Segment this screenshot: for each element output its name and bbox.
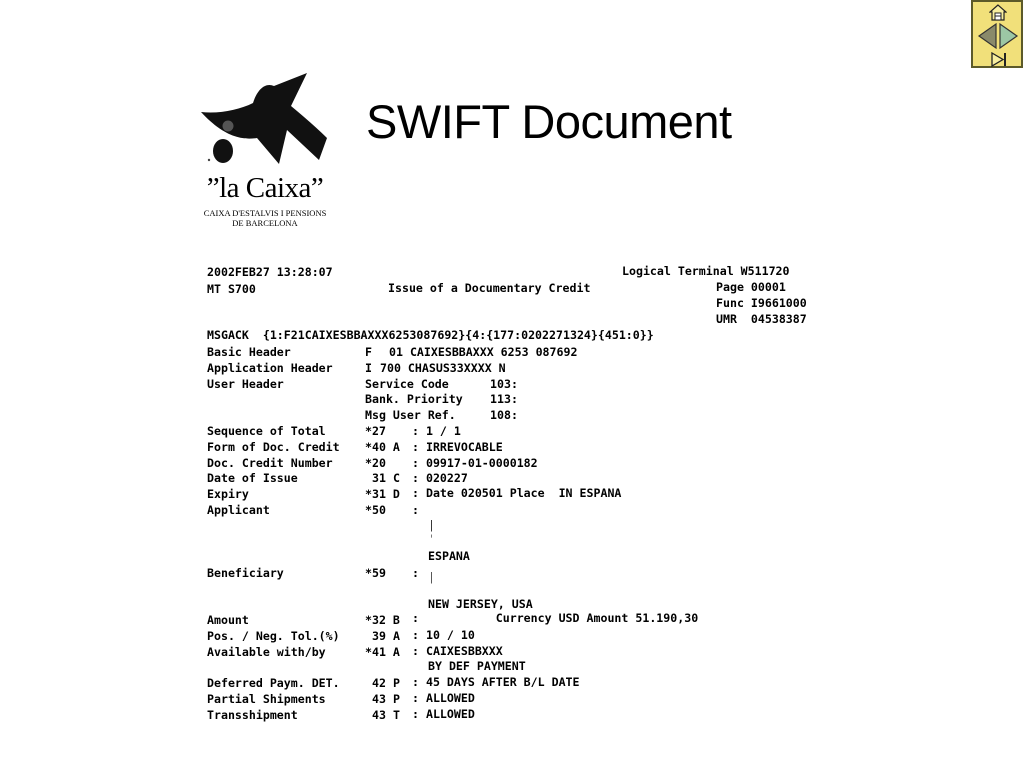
brand-subtitle-line1: CAIXA D'ESTALVIS I PENSIONS <box>203 208 327 218</box>
brand-subtitle-line2: DE BARCELONA <box>232 218 298 228</box>
row-label: Amount <box>207 613 249 627</box>
next-icon[interactable] <box>1000 24 1017 48</box>
logical-terminal: Logical Terminal W511720 <box>622 264 790 278</box>
row-label: Pos. / Neg. Tol.(%) <box>207 629 340 643</box>
row-label: Application Header <box>207 361 333 375</box>
row-tag: Bank. Priority <box>365 392 463 406</box>
row-tag: 43 P <box>372 692 400 706</box>
row-tag: 39 A <box>372 629 400 643</box>
row-label: Beneficiary <box>207 566 284 580</box>
redacted-fragment: ' <box>428 532 435 546</box>
row-value: : 020227 <box>412 471 468 485</box>
row-tag: F <box>365 345 372 359</box>
row-tag: *32 B <box>365 613 400 627</box>
row-label: Date of Issue <box>207 471 298 485</box>
row-label: User Header <box>207 377 284 391</box>
home-icon[interactable] <box>989 4 1007 21</box>
message-datetime: 2002FEB27 13:28:07 <box>207 265 333 279</box>
row-value: : 1 / 1 <box>412 424 461 438</box>
row-value: : 09917-01-0000182 <box>412 456 538 470</box>
row-value: BY DEF PAYMENT <box>428 659 526 673</box>
row-label: Sequence of Total <box>207 424 326 438</box>
row-label: Available with/by <box>207 645 326 659</box>
row-tag: *31 D <box>365 487 400 501</box>
row-value: : 45 DAYS AFTER B/L DATE <box>412 675 580 689</box>
row-value: : IRREVOCABLE <box>412 440 503 454</box>
slide-navigation <box>971 0 1023 68</box>
row-label: Form of Doc. Credit <box>207 440 340 454</box>
brand-subtitle <box>198 208 332 228</box>
row-value: : ALLOWED <box>412 691 475 705</box>
message-type: MT S700 <box>207 282 256 296</box>
row-tag: *27 <box>365 424 386 438</box>
row-tag: 42 P <box>372 676 400 690</box>
row-value: : <box>412 566 419 580</box>
row-label: Doc. Credit Number <box>207 456 333 470</box>
row-value: : Currency USD Amount 51.190,30 <box>412 611 699 625</box>
row-value: 01 CAIXESBBAXXX 6253 087692 <box>389 345 578 359</box>
row-value: ESPANA <box>428 549 470 563</box>
row-value: 113: <box>490 392 518 406</box>
row-tag: 31 C <box>372 471 400 485</box>
end-icon[interactable] <box>990 52 1008 67</box>
row-tag: Msg User Ref. <box>365 408 456 422</box>
msgack-line: MSGACK {1:F21CAIXESBBAXXX6253087692}{4:{177:0202271324}{451:0}} <box>207 328 654 342</box>
row-value: 108: <box>490 408 518 422</box>
brand-name: ”la Caixa” <box>206 172 324 204</box>
row-label: Applicant <box>207 503 270 517</box>
row-value: : ALLOWED <box>412 707 475 721</box>
row-label: Partial Shipments <box>207 692 326 706</box>
page-title: SWIFT Document <box>366 95 732 148</box>
row-value: 103: <box>490 377 518 391</box>
row-value: : Date 020501 Place IN ESPANA <box>412 486 622 500</box>
row-tag: *50 <box>365 503 386 517</box>
row-value: : CAIXESBBXXX <box>412 644 503 658</box>
row-tag: *41 A <box>365 645 400 659</box>
redacted-fragment: | <box>428 518 435 532</box>
row-label: Transshipment <box>207 708 298 722</box>
message-description: Issue of a Documentary Credit <box>388 281 591 295</box>
redacted-fragment: | <box>428 570 435 584</box>
row-value: : 10 / 10 <box>412 628 475 642</box>
row-tag: *59 <box>365 566 386 580</box>
row-value: NEW JERSEY, USA <box>428 597 533 611</box>
row-value: : <box>412 503 419 517</box>
row-tag: *40 A <box>365 440 400 454</box>
row-tag: Service Code <box>365 377 449 391</box>
row-tag: 43 T <box>372 708 400 722</box>
row-label: Expiry <box>207 487 249 501</box>
page-number: Page 00001 <box>716 280 786 294</box>
previous-icon[interactable] <box>979 24 996 48</box>
row-tag: *20 <box>365 456 386 470</box>
row-value: 700 CHASUS33XXXX N <box>380 361 506 375</box>
row-label: Basic Header <box>207 345 291 359</box>
umr-code: UMR 04538387 <box>716 312 807 326</box>
prev-next-arrows <box>977 22 1019 50</box>
func-code: Func I9661000 <box>716 296 807 310</box>
row-tag: I <box>365 361 372 375</box>
row-label: Deferred Paym. DET. <box>207 676 340 690</box>
